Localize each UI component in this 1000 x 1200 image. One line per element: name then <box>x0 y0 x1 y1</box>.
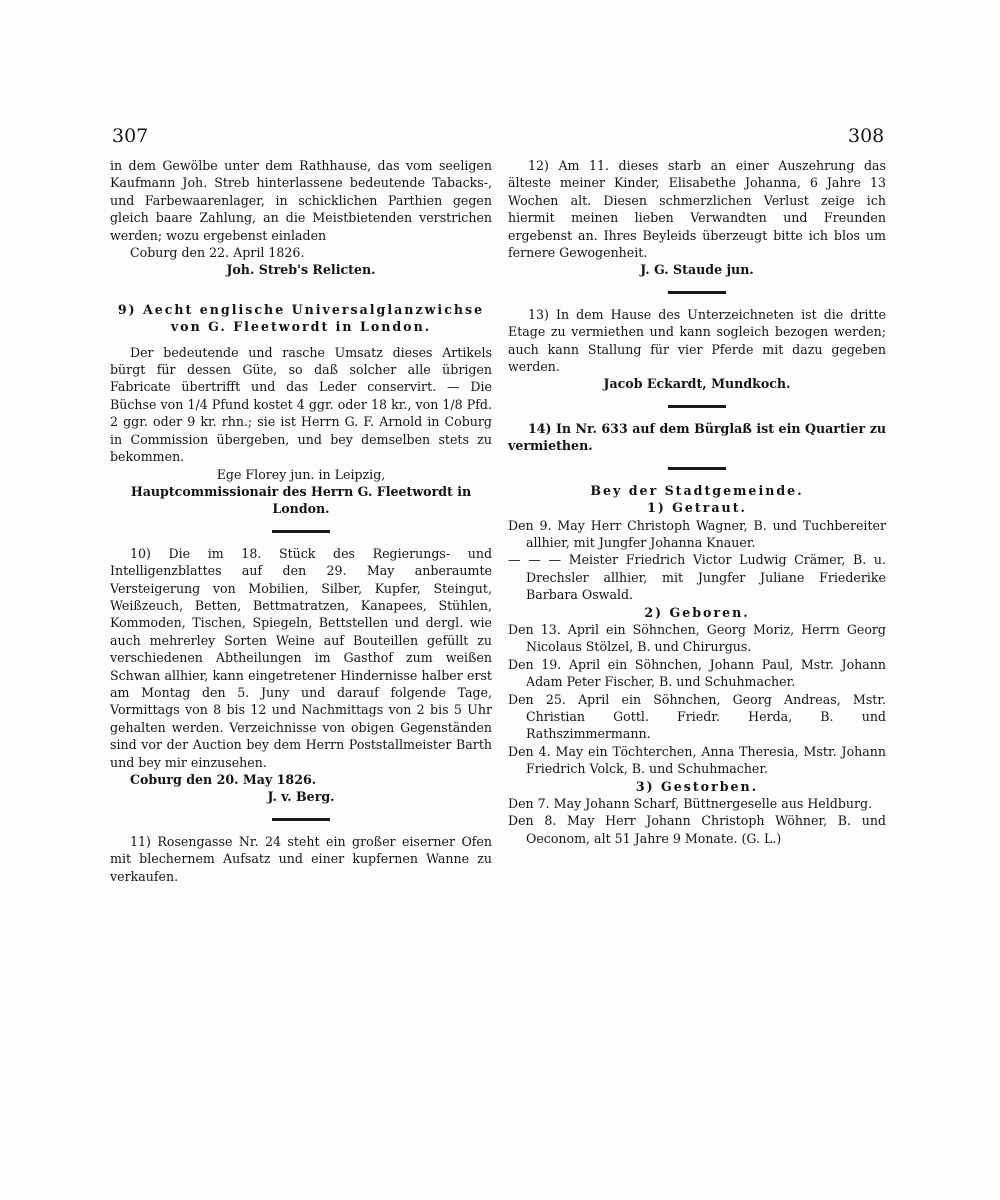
notice-13-signature: Jacob Eckardt, Mundkoch. <box>603 376 791 392</box>
notice-9-signature-2: Hauptcommissionair des Herrn G. Fleetwordt in London. <box>130 483 472 517</box>
divider <box>668 467 726 470</box>
entry-married-1: Den 9. May Herr Christoph Wagner, B. und Tuchbereiter allhier, mit Jungfer Johanna Knauer. <box>508 517 886 550</box>
notice-tobacco-date: Coburg den 22. April 1826. <box>130 245 305 261</box>
notice-9-heading: 9) Aecht englische Universalglanzwichse von G. Fleetwordt in London. <box>117 301 485 335</box>
notice-10-date: Coburg den 20. May 1826. <box>130 772 317 787</box>
entry-born-3: Den 25. April ein Söhnchen, Georg Andreas, Mstr. Christian Gottl. Friedr. Herda, B. und Rathszimmermann. <box>508 691 886 742</box>
notice-9-signature-1: Ege Florey jun. in Leipzig, <box>216 466 386 482</box>
entry-born-1: Den 13. April ein Söhnchen, Georg Moriz, Herrn Georg Nicolaus Stölzel, B. und Chirurgus. <box>508 621 886 655</box>
notice-10-text: 10) Die im 18. Stück des Regierungs- und Intelligenzblattes auf den 29. May anberaumte Versteigerung von Mobilien, Silber, Kupfer, Steingut, Weißzeuch, Betten, Bettmatratzen, Kanapees, Stühlen, Kommoden, Tischen, Spiegeln, Bettstellen und dergl. wie auch mehrerley Sorten Weine auf Bouteillen gefüllt zu verschiedenen Abtheilungen im Gasthof zum weißen Schwan allhier, kann eingetretener Hindernisse halber erst am Montag den 5. Juny und darauf folgende Tage, Vormittags von 8 bis 12 und Nachmittags von 2 bis 5 Uhr gehalten werden. Verzeichnisse von obigen Gegenständen sind vor der Auction bey dem Herrn Poststallmeister Barth und bey mir einzusehen. <box>110 545 492 770</box>
page-number-left: 307 <box>112 125 149 147</box>
subsection-died: 3) Gestorben. <box>635 778 759 794</box>
notice-14-text: 14) In Nr. 633 auf dem Bürglaß ist ein Quartier zu vermiethen. <box>508 420 886 454</box>
notice-12-signature: J. G. Staude jun. <box>640 262 754 278</box>
notice-12-text: 12) Am 11. dieses starb an einer Auszehrung das älteste meiner Kinder, Elisabethe Johanna, 6 Jahre 13 Wochen alt. Diesen schmerzlichen Verlust zeige ich hiermit meinen lieben Verwandten und Freunden ergebenst an. Ihres Beyleids überzeugt bitte ich blos um fernere Gewogenheit. <box>508 158 886 261</box>
divider <box>272 818 330 821</box>
right-column <box>508 157 886 847</box>
divider <box>668 291 726 294</box>
entry-died-1: Den 7. May Johann Scharf, Büttnergeselle aus Heldburg. <box>508 796 873 811</box>
subsection-married: 1) Getraut. <box>647 500 747 516</box>
notice-13-text: 13) In dem Hause des Unterzeichneten ist die dritte Etage zu vermiethen und kann sogleich bezogen werden; auch kann Stallung für vier Pferde mit dazu gegeben werden. <box>508 306 886 375</box>
notice-tobacco-text: in dem Gewölbe unter dem Rathhause, das vom seeligen Kaufmann Joh. Streb hinterlassene bedeutende Tabacks-, und Farbewaarenlager, in schicklichen Parthien gegen gleich baare Zahlung, an die Meistbietenden verstrichen werden; wozu ergebenst einladen <box>110 158 492 243</box>
subsection-born: 2) Geboren. <box>644 604 750 620</box>
left-column <box>110 157 492 885</box>
section-heading: Bey der Stadtgemeinde. <box>590 482 804 498</box>
entry-married-2: — — — Meister Friedrich Victor Ludwig Crämer, B. u. Drechsler allhier, mit Jungfer Juliane Friederike Barbara Oswald. <box>508 552 886 603</box>
entry-born-2: Den 19. April ein Söhnchen, Johann Paul, Mstr. Johann Adam Peter Fischer, B. und Schuhmacher. <box>508 656 886 690</box>
entry-died-2: Den 8. May Herr Johann Christoph Wöhner, B. und Oeconom, alt 51 Jahre 9 Monate. (G. L.) <box>508 813 886 846</box>
notice-11-text: 11) Rosengasse Nr. 24 steht ein großer eiserner Ofen mit blechernem Aufsatz und einer kupfernen Wanne zu verkaufen. <box>110 833 492 884</box>
divider <box>668 405 726 408</box>
entry-born-4: Den 4. May ein Töchterchen, Anna Theresia, Mstr. Johann Friedrich Volck, B. und Schuhmacher. <box>508 743 886 777</box>
divider <box>272 530 330 533</box>
notice-9-text: Der bedeutende und rasche Umsatz dieses Artikels bürgt für dessen Güte, so daß solcher alle übrigen Fabricate übertrifft und das Leder conservirt. — Die Büchse von 1/4 Pfund kostet 4 ggr. oder 18 kr., von 1/8 Pfd. 2 ggr. oder 9 kr. rhn.; sie ist Herrn G. F. Arnold in Coburg in Commission übergeben, und bey demselben stets zu bekommen. <box>110 344 492 465</box>
page-number-right: 308 <box>848 125 885 147</box>
notice-10-signature: J. v. Berg. <box>267 789 335 805</box>
notice-tobacco-signature: Joh. Streb's Relicten. <box>226 262 376 278</box>
